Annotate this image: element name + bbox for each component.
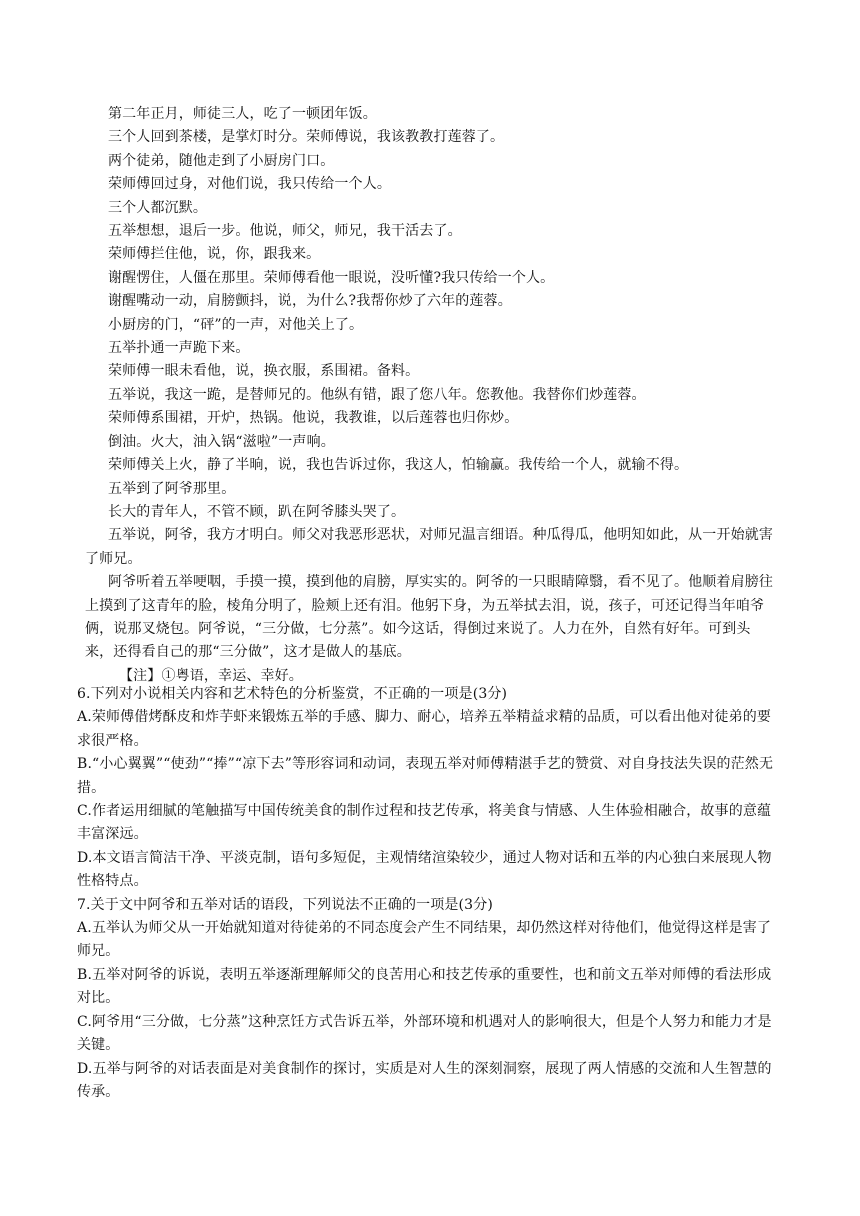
question-option-b: B.“小心翼翼”“使劲”“捧”“凉下去”等形容词和动词，表现五举对师傅精湛手艺的赞赏、对自身技法失误的茫然无措。 [77,756,774,796]
question-option-d: D.五举与阿爷的对话表面是对美食制作的探讨，实质是对人生的深刻洞察，展现了两人情感的交流和人生智慧的传承。 [77,1060,772,1100]
story-paragraph: 三个人回到茶楼，是掌灯时分。荣师傅说，我该教教打莲蓉了。 [108,129,505,146]
question-stem: 7.关于文中阿爷和五举对话的语段，下列说法不正确的一项是(3分) [77,896,493,913]
story-paragraph: 五举说，阿爷，我方才明白。师父对我恶形恶状，对师兄温言细语。种瓜得瓜，他明知如此，从一开始就害了师兄。 [85,527,774,567]
question-option-a: A.荣师傅借烤酥皮和炸芋虾来锻炼五举的手感、脚力、耐心，培养五举精益求精的品质，可以看出他对徒弟的要求很严格。 [77,709,772,749]
question-section [77,683,777,1104]
story-paragraph: 五举到了阿爷那里。 [108,480,236,497]
story-note: 【注】①粤语，幸运、幸好。 [119,667,303,684]
story-paragraph: 长大的青年人，不管不顾，趴在阿爷膝头哭了。 [108,503,406,520]
story-paragraph: 小厨房的门，“砰”的一声，对他关上了。 [108,316,364,333]
story-paragraph: 倒油。火大，油入锅“滋啦”一声响。 [108,433,335,450]
question-option-a: A.五举认为师父从一开始就知道对待徒弟的不同态度会产生不同结果，却仍然这样对待他们，他觉得这样是害了师兄。 [77,920,772,960]
story-paragraph: 第二年正月，师徒三人，吃了一顿团年饭。 [108,106,377,122]
story-paragraph: 荣师傅一眼未看他，说，换衣服，系围裙。备料。 [108,363,420,380]
question-option-c: C.阿爷用“三分做，七分蒸”这种烹饪方式告诉五举，外部环境和机遇对人的影响很大，但是个人努力和能力才是关键。 [77,1013,772,1054]
question-option-c: C.作者运用细腻的笔触描写中国传统美食的制作过程和技艺传承，将美食与情感、人生体验相融合，故事的意蕴丰富深远。 [77,803,772,843]
question-6 [77,683,777,894]
question-option-d: D.本文语言简洁干净、平淡克制，语句多短促，主观情绪渲染较少，通过人物对话和五举的内心独白来展现人物性格特点。 [77,849,772,890]
story-paragraph: 谢醒嘴动一动，肩膀颤抖，说，为什么?我帮你炒了六年的莲蓉。 [108,293,512,310]
story-paragraph: 两个徒弟，随他走到了小厨房门口。 [108,152,335,169]
question-stem: 6.下列对小说相关内容和艺术特色的分析鉴赏，不正确的一项是(3分) [77,686,508,702]
story-passage [85,103,775,688]
story-paragraph: 荣师傅拦住他，说，你，跟我来。 [108,246,321,263]
story-paragraph: 荣师傅关上火，静了半晌，说，我也告诉过你，我这人，怕输赢。我传给一个人，就输不得。 [108,457,689,474]
story-paragraph: 五举扑通一声跪下来。 [108,340,250,357]
story-paragraph: 荣师傅系围裙，开炉，热锅。他说，我教谁，以后莲蓉也归你炒。 [108,410,519,427]
story-paragraph: 三个人都沉默。 [108,199,208,216]
story-paragraph: 五举说，我这一跪，是替师兄的。他纵有错，跟了您八年。您教他。我替你们炒莲蓉。 [108,386,646,403]
story-paragraph: 五举想想，退后一步。他说，师父，师兄，我干活去了。 [108,223,462,240]
question-7 [77,894,777,1105]
story-paragraph: 阿爷听着五举哽咽，手摸一摸，摸到他的肩膀，厚实实的。阿爷的一只眼睛障翳，看不见了。他顺着肩膀往上摸到了这青年的脸，棱角分明了，脸颊上还有泪。他躬下身，为五举拭去泪，说，孩子，可还记得当年咱爷俩，说那叉烧包。阿爷说，“三分做，七分蒸”。如今这话，得倒过来说了。人力在外，自然有好年。可到头来，还得看自己的那“三分做”，这才是做人的基底。 [85,574,774,661]
story-paragraph: 荣师傅回过身，对他们说，我只传给一个人。 [108,176,391,193]
question-option-b: B.五举对阿爷的诉说，表明五举逐渐理解师父的良苦用心和技艺传承的重要性，也和前文五举对师傅的看法形成对比。 [77,966,772,1007]
story-paragraph: 谢醒愣住，人僵在那里。荣师傅看他一眼说，没听懂?我只传给一个人。 [108,269,555,286]
